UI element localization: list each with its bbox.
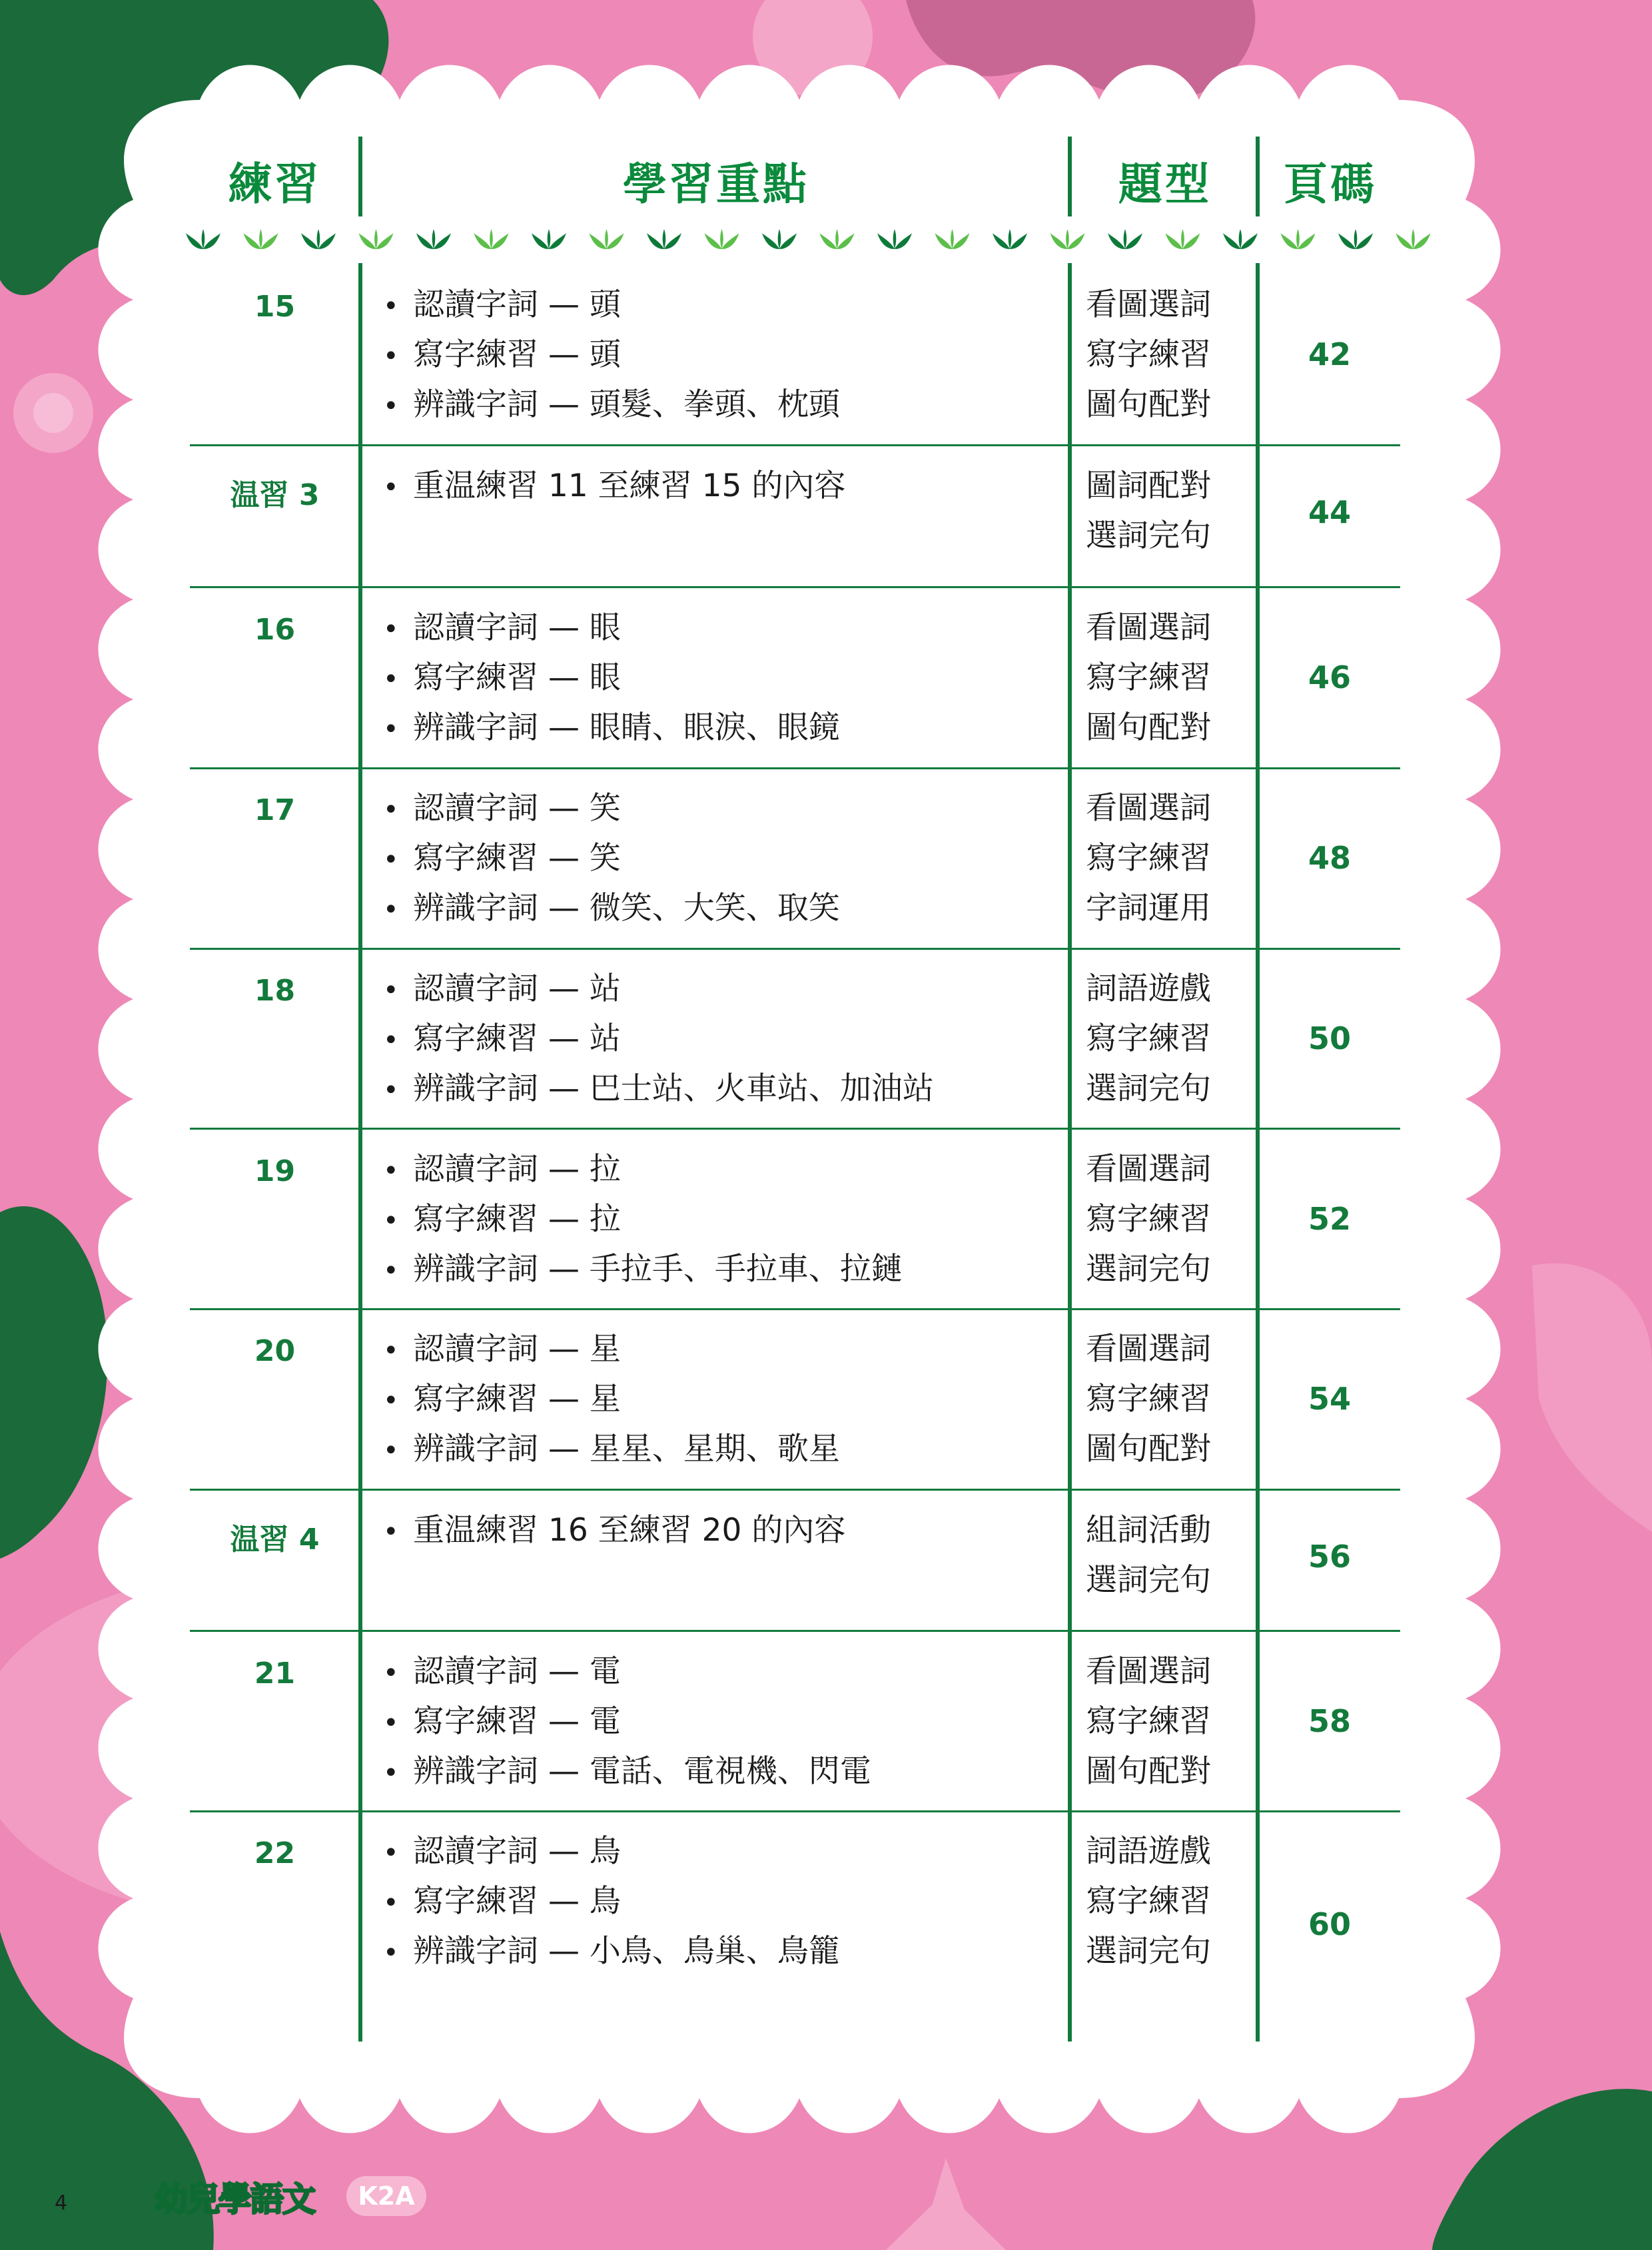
- question-type: 詞語遊戲: [1086, 970, 1211, 1007]
- question-type-list: [1086, 461, 1259, 561]
- header-page: 頁碼: [1284, 158, 1377, 210]
- question-type: 圖句配對: [1086, 386, 1211, 423]
- question-type: 選詞完句: [1086, 1070, 1211, 1107]
- page-number[interactable]: 48: [1308, 840, 1351, 876]
- focus-item: • 寫字練習 — 星: [383, 1381, 621, 1417]
- focus-item: • 寫字練習 — 站: [383, 1020, 621, 1057]
- page-number[interactable]: 56: [1308, 1539, 1351, 1575]
- focus-item: • 寫字練習 — 鳥: [383, 1883, 621, 1920]
- page-number[interactable]: 46: [1308, 659, 1351, 695]
- row-separator: [190, 1489, 1400, 1491]
- question-type: 寫字練習: [1086, 840, 1211, 877]
- footer-book-title: 幼兒學語文: [155, 2180, 314, 2219]
- question-type-list: [1086, 783, 1259, 933]
- learning-focus-list: [383, 603, 1056, 753]
- focus-item: • 辨識字詞 — 電話、電視機、閃電: [383, 1753, 871, 1790]
- question-type: 看圖選詞: [1086, 609, 1211, 646]
- question-type-list: [1086, 1647, 1259, 1796]
- level-badge: K2A: [346, 2176, 426, 2216]
- learning-focus-list: [383, 964, 1056, 1114]
- row-separator: [190, 1630, 1400, 1632]
- focus-item: • 寫字練習 — 眼: [383, 659, 621, 696]
- question-type: 選詞完句: [1086, 518, 1211, 554]
- row-separator: [190, 767, 1400, 769]
- question-type: 看圖選詞: [1086, 1151, 1211, 1188]
- header-learning-focus: 學習重點: [623, 158, 809, 210]
- exercise-number: 19: [254, 1154, 296, 1188]
- row-separator: [190, 1308, 1400, 1310]
- learning-focus-list: [383, 783, 1056, 933]
- row-separator: [190, 1810, 1400, 1812]
- question-type-list: [1086, 1324, 1259, 1474]
- question-type-list: [1086, 1505, 1259, 1605]
- header-question-type: 題型: [1118, 158, 1212, 210]
- exercise-number: 15: [254, 290, 296, 324]
- focus-item: • 認讀字詞 — 鳥: [383, 1833, 621, 1870]
- question-type-list: [1086, 280, 1259, 430]
- focus-item: • 辨識字詞 — 微笑、大笑、取笑: [383, 890, 840, 927]
- question-type: 寫字練習: [1086, 1703, 1211, 1740]
- learning-focus-list: [383, 1826, 1056, 1976]
- focus-item: • 寫字練習 — 笑: [383, 840, 621, 877]
- focus-item: • 認讀字詞 — 拉: [383, 1151, 621, 1188]
- question-type: 寫字練習: [1086, 1201, 1211, 1238]
- question-type: 看圖選詞: [1086, 1653, 1211, 1690]
- focus-item: • 重温練習 16 至練習 20 的內容: [383, 1512, 846, 1549]
- focus-item: • 認讀字詞 — 笑: [383, 790, 621, 827]
- focus-item: • 辨識字詞 — 巴士站、火車站、加油站: [383, 1070, 934, 1107]
- question-type: 圖詞配對: [1086, 468, 1211, 504]
- focus-item: • 認讀字詞 — 頭: [383, 286, 621, 323]
- question-type: 寫字練習: [1086, 1883, 1211, 1920]
- question-type-list: [1086, 1826, 1259, 1976]
- question-type: 圖句配對: [1086, 1753, 1211, 1790]
- focus-item: • 辨識字詞 — 手拉手、手拉車、拉鏈: [383, 1251, 903, 1288]
- header-rule-1: [358, 137, 362, 216]
- header-rule-2: [1068, 137, 1072, 216]
- header-rule-3: [1256, 137, 1260, 216]
- question-type: 選詞完句: [1086, 1251, 1211, 1288]
- learning-focus-list: [383, 280, 1056, 430]
- question-type: 選詞完句: [1086, 1933, 1211, 1970]
- focus-item: • 認讀字詞 — 星: [383, 1331, 621, 1367]
- focus-item: • 重温練習 11 至練習 15 的內容: [383, 468, 846, 504]
- page-number[interactable]: 52: [1308, 1201, 1351, 1237]
- question-type-list: [1086, 964, 1259, 1114]
- footer-page-number: 4: [55, 2191, 68, 2215]
- focus-item: • 辨識字詞 — 小鳥、鳥巢、鳥籠: [383, 1933, 840, 1970]
- page-number[interactable]: 50: [1308, 1020, 1351, 1056]
- row-separator: [190, 948, 1400, 950]
- question-type: 寫字練習: [1086, 336, 1211, 373]
- learning-focus-list: [383, 1505, 1056, 1555]
- focus-item: • 寫字練習 — 電: [383, 1703, 621, 1740]
- question-type: 看圖選詞: [1086, 1331, 1211, 1367]
- exercise-number: 18: [254, 974, 296, 1008]
- focus-item: • 認讀字詞 — 站: [383, 970, 621, 1007]
- focus-item: • 認讀字詞 — 眼: [383, 609, 621, 646]
- learning-focus-list: [383, 1647, 1056, 1796]
- focus-item: • 辨識字詞 — 頭髮、拳頭、枕頭: [383, 386, 840, 423]
- question-type: 看圖選詞: [1086, 286, 1211, 323]
- focus-item: • 辨識字詞 — 眼睛、眼淚、眼鏡: [383, 709, 840, 746]
- learning-focus-list: [383, 461, 1056, 511]
- question-type: 寫字練習: [1086, 1381, 1211, 1417]
- question-type: 字詞運用: [1086, 890, 1211, 927]
- row-separator: [190, 444, 1400, 446]
- question-type: 組詞活動: [1086, 1512, 1211, 1549]
- exercise-number: 20: [254, 1334, 296, 1368]
- question-type: 選詞完句: [1086, 1562, 1211, 1599]
- page-number[interactable]: 44: [1308, 494, 1351, 530]
- row-separator: [190, 1128, 1400, 1130]
- exercise-number: 22: [254, 1836, 296, 1870]
- page-number[interactable]: 42: [1308, 336, 1351, 372]
- question-type: 看圖選詞: [1086, 790, 1211, 827]
- focus-item: • 寫字練習 — 拉: [383, 1201, 621, 1238]
- column-rule-1: [358, 263, 362, 2042]
- column-rule-2: [1068, 263, 1072, 2042]
- exercise-number: 21: [254, 1657, 296, 1690]
- question-type-list: [1086, 603, 1259, 753]
- question-type: 圖句配對: [1086, 709, 1211, 746]
- exercise-number: 温習 3: [230, 478, 320, 512]
- question-type: 圖句配對: [1086, 1431, 1211, 1467]
- learning-focus-list: [383, 1144, 1056, 1294]
- header-exercise: 練習: [228, 158, 322, 210]
- learning-focus-list: [383, 1324, 1056, 1474]
- question-type-list: [1086, 1144, 1259, 1294]
- focus-item: • 辨識字詞 — 星星、星期、歌星: [383, 1431, 840, 1467]
- page-number[interactable]: 54: [1308, 1381, 1351, 1417]
- question-type: 寫字練習: [1086, 659, 1211, 696]
- focus-item: • 認讀字詞 — 電: [383, 1653, 621, 1690]
- exercise-number: 温習 4: [230, 1523, 320, 1557]
- focus-item: • 寫字練習 — 頭: [383, 336, 621, 373]
- exercise-number: 16: [254, 613, 296, 647]
- exercise-number: 17: [254, 793, 296, 827]
- question-type: 詞語遊戲: [1086, 1833, 1211, 1870]
- page-number[interactable]: 60: [1308, 1906, 1351, 1942]
- page-number[interactable]: 58: [1308, 1703, 1351, 1739]
- question-type: 寫字練習: [1086, 1020, 1211, 1057]
- row-separator: [190, 586, 1400, 588]
